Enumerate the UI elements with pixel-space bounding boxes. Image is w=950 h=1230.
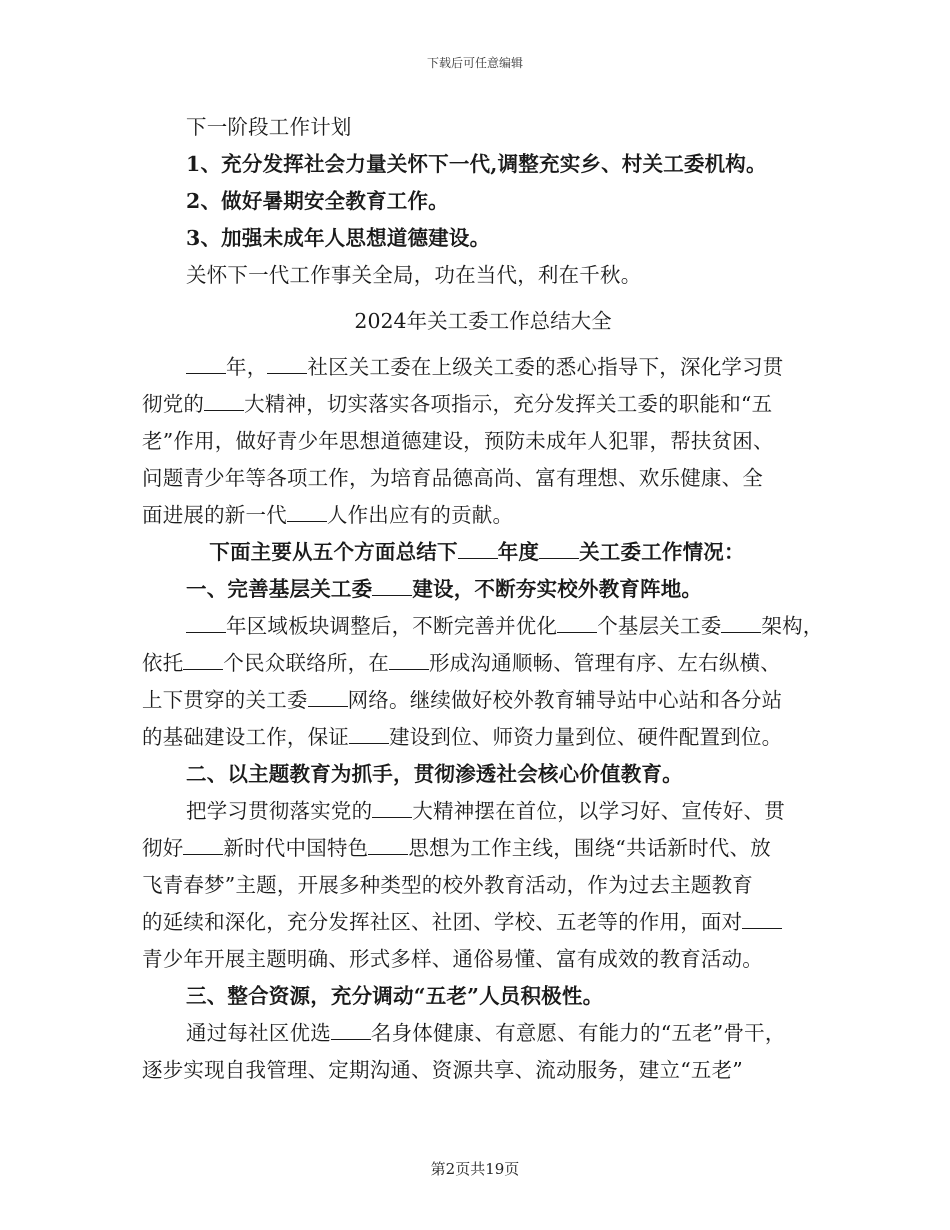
section-3-line-2: 逐步实现自我管理、定期沟通、资源共享、流动服务，建立“五老”: [142, 1058, 743, 1082]
fill-blank: [557, 614, 597, 633]
page-header-note: 下载后可任意编辑: [426, 56, 523, 70]
plan-item-2: 2、做好暑期安全教育工作。: [186, 189, 449, 213]
intro-line-3: 老”作用，做好青少年思想道德建设，预防未成年人犯罪，帮扶贫困、: [142, 429, 774, 453]
article-title: 2024年关工委工作总结大全: [354, 309, 612, 333]
section-2-line-3: 飞青春梦”主题，开展多种类型的校外教育活动，作为过去主题教育: [142, 873, 753, 897]
fill-blank: [372, 799, 412, 818]
plan-item-1: 1、充分发挥社会力量关怀下一代,调整充实乡、村关工委机构。: [186, 152, 767, 176]
fill-blank: [186, 614, 226, 633]
section-1-line-2: 依托 个民众联络所，在 形成沟通顺畅、管理有序、左右纵横、: [142, 651, 781, 675]
plan-item-3: 3、加强未成年人思想道德建设。: [186, 226, 491, 250]
fill-blank: [368, 836, 408, 855]
intro-line-4: 问题青少年等各项工作，为培育品德高尚、富有理想、欢乐健康、全: [142, 466, 763, 490]
section-2-heading: 二、以主题教育为抓手，贯彻渗透社会核心价值教育。: [186, 762, 683, 786]
fill-blank: [186, 355, 226, 374]
fill-blank: [204, 392, 244, 411]
fill-blank: [389, 651, 429, 670]
fill-blank: [349, 725, 389, 744]
page-footer-number: 第2页共19页: [430, 1160, 520, 1178]
fill-blank: [539, 540, 579, 559]
intro-line-5: 面进展的新一代 人作出应有的贡献。: [142, 503, 514, 527]
section-1-line-3: 上下贯穿的关工委 网络。继续做好校外教育辅导站中心站和各分站: [142, 688, 783, 712]
section-1-line-4: 的基础建设工作，保证 建设到位、师资力量到位、硬件配置到位。: [142, 725, 783, 749]
fill-blank: [183, 651, 223, 670]
section-3-line-1: 通过每社区优选 名身体健康、有意愿、有能力的“五老”骨干，: [186, 1021, 786, 1045]
section-1-line-1: 年区域板块调整后，不断完善并优化 个基层关工委 架构，: [142, 608, 812, 645]
fill-blank: [331, 1021, 371, 1040]
plan-heading: 下一阶段工作计划: [186, 115, 352, 139]
intro-line-2: 彻党的 大精神，切实落实各项指示，充分发挥关工委的职能和“五: [142, 392, 773, 416]
fill-blank: [287, 503, 327, 522]
intro-line-1: 年， 社区关工委在上级关工委的悉心指导下，深化学习贯: [142, 349, 812, 386]
fill-blank: [458, 540, 498, 559]
section-2-line-2: 彻好 新时代中国特色 思想为工作主线，围绕“共话新时代、放: [142, 836, 771, 860]
fill-blank: [721, 614, 761, 633]
fill-blank: [183, 836, 223, 855]
fill-blank: [308, 688, 348, 707]
fill-blank: [372, 577, 412, 596]
summary-line: 下面主要从五个方面总结下 年度 关工委工作情况：: [209, 540, 745, 564]
section-2-line-5: 青少年开展主题明确、形式多样、通俗易懂、富有成效的教育活动。: [142, 947, 763, 971]
document-body: [142, 109, 824, 1089]
section-2-line-1: 把学习贯彻落实党的 大精神摆在首位，以学习好、宣传好、贯: [186, 799, 785, 823]
section-1-heading: 一、完善基层关工委 建设，不断夯实校外教育阵地。: [186, 577, 703, 601]
fill-blank: [267, 355, 307, 374]
plan-closing: 关怀下一代工作事关全局，功在当代，利在千秋。: [186, 263, 642, 287]
section-2-line-4: 的延续和深化，充分发挥社区、社团、学校、五老等的作用，面对: [142, 904, 812, 941]
fill-blank: [742, 910, 782, 929]
section-3-heading: 三、整合资源，充分调动“五老”人员积极性。: [186, 984, 604, 1008]
